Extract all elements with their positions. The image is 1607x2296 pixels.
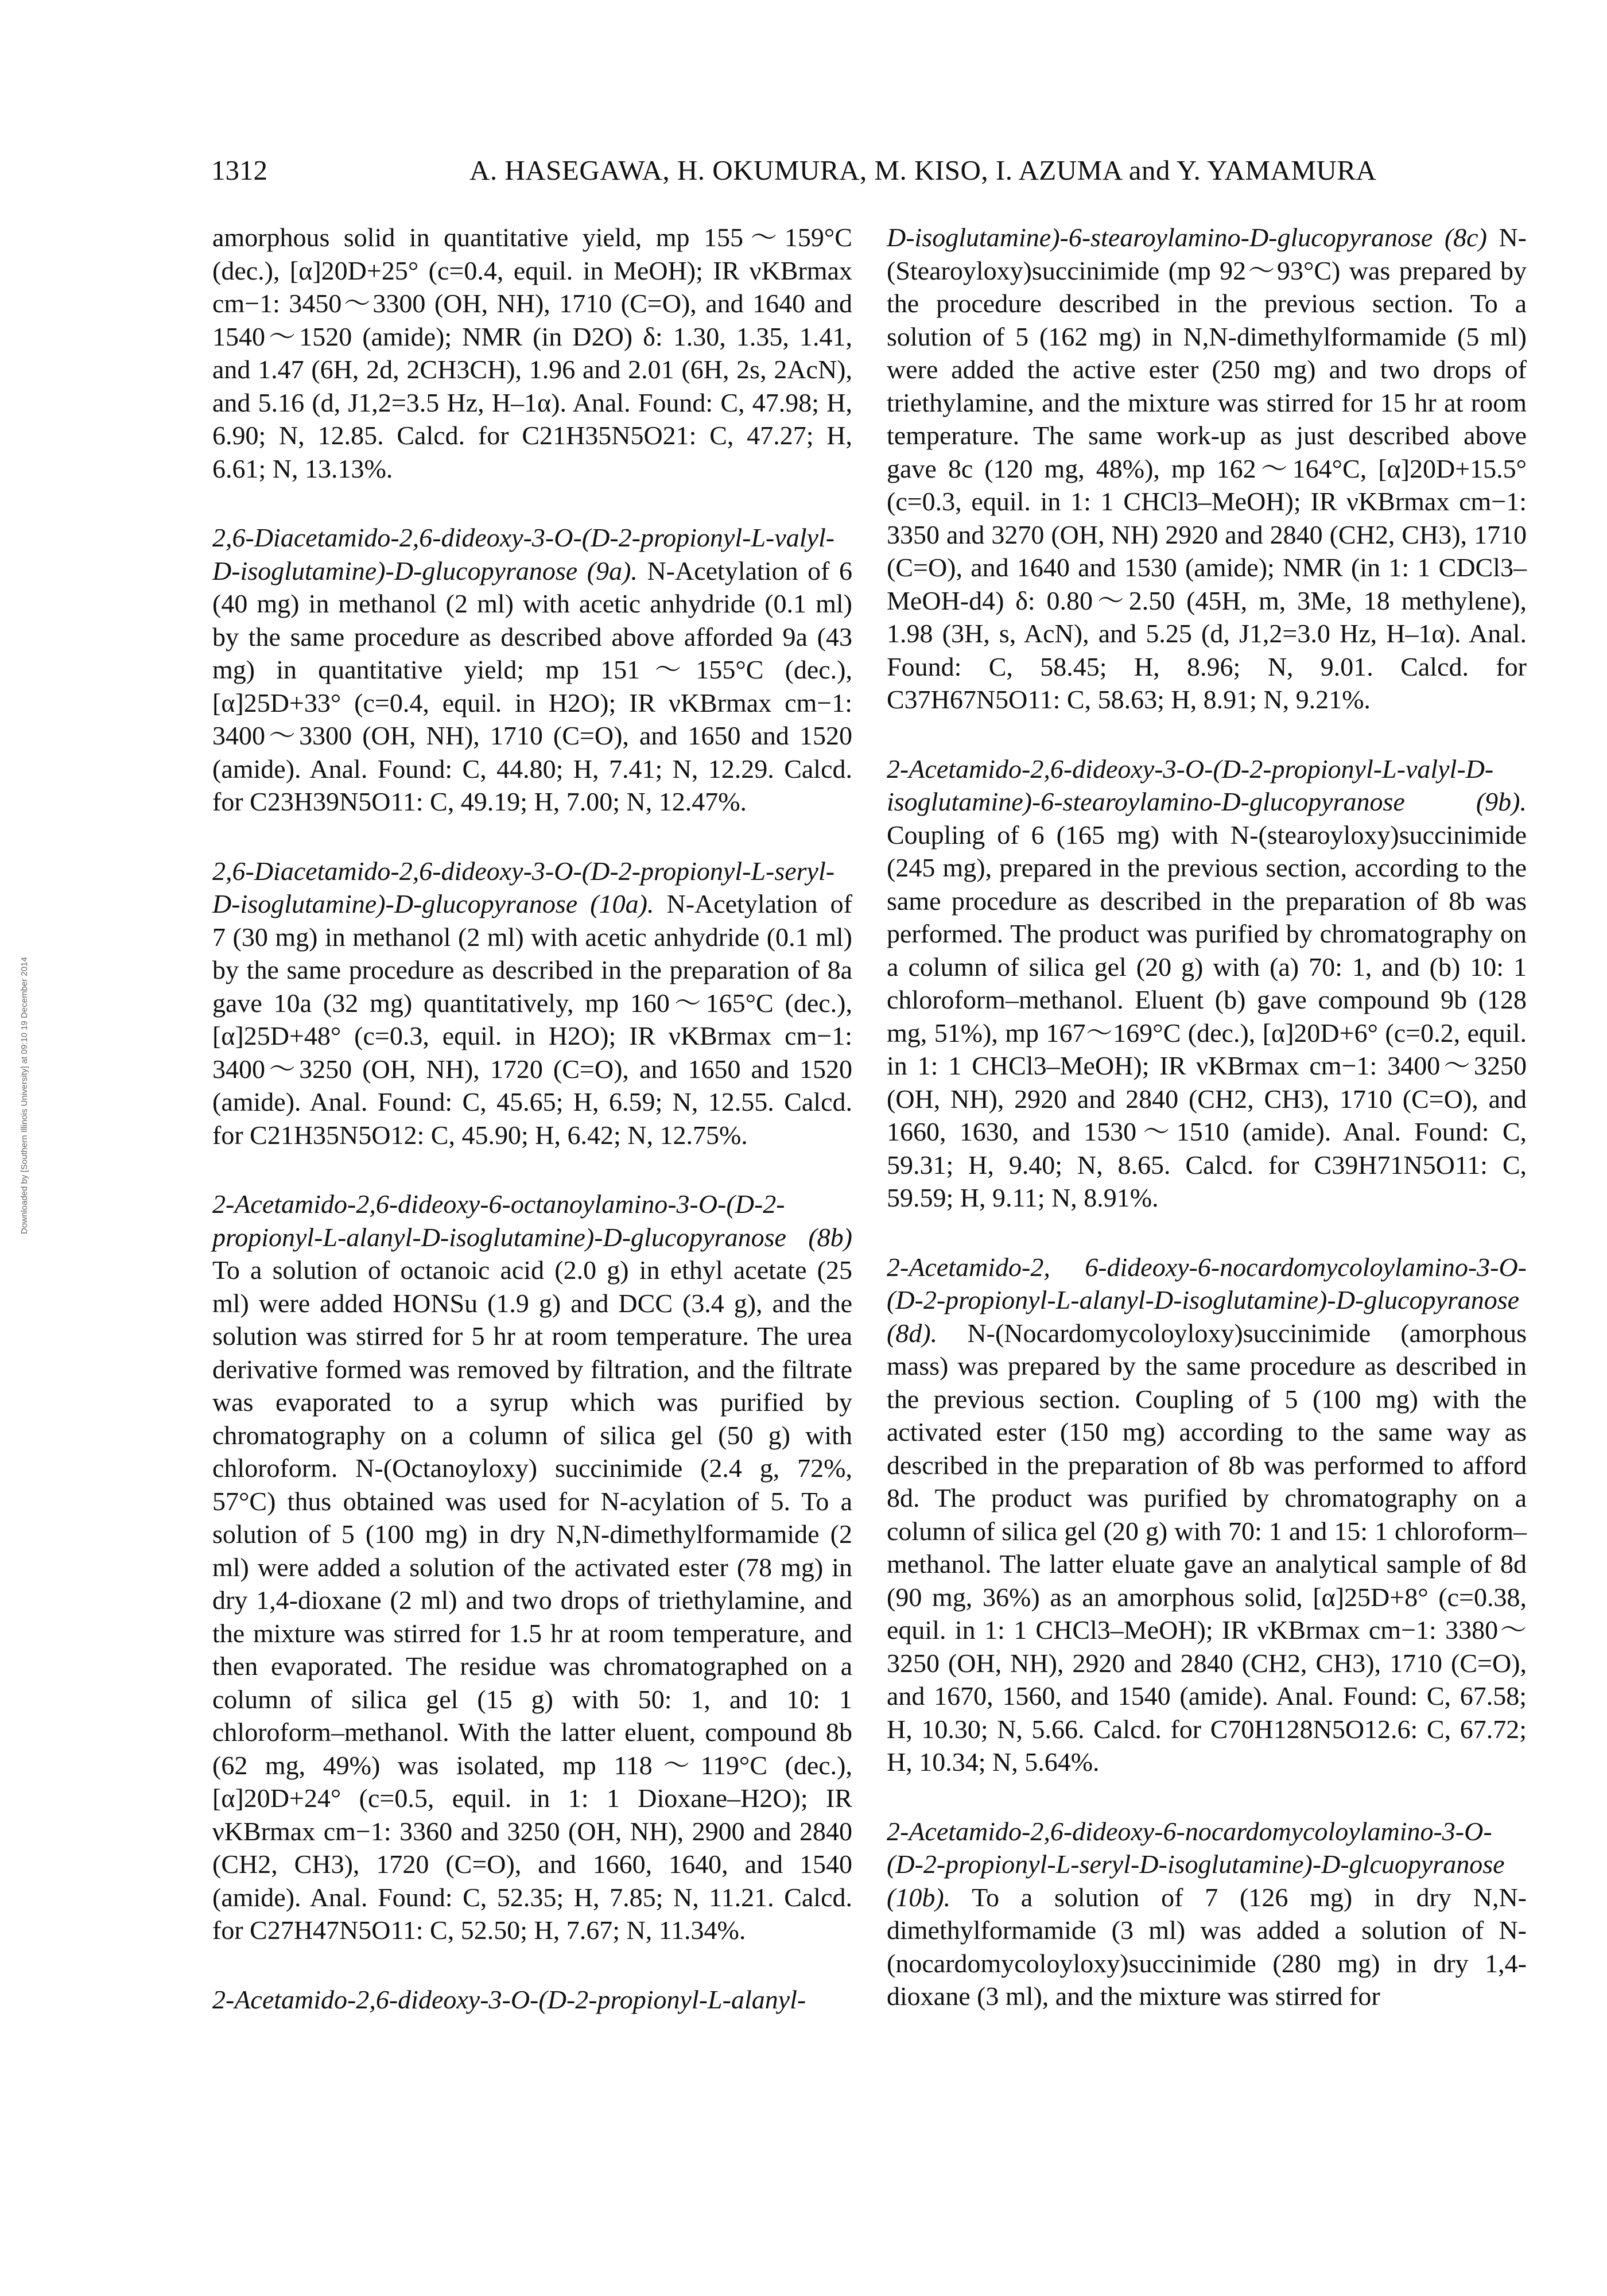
compound-heading: 2-Acetamido-2,6-dideoxy-3-O-(D-2-propionyl-L-alanyl- (212, 1984, 806, 2014)
compound-heading: 2,6-Diacetamido-2,6-dideoxy-3-O-(D-2-propionyl-L-seryl-D-isoglutamine)-D-glucopyranose (10a). (212, 856, 835, 918)
paragraph-body: Coupling of 6 (165 mg) with N-(stearoyloxy)succinimide (245 mg), prepared in the previous section, according to the same procedure as described in the preparation of 8b was performed. The product was purified by chromatography on a column of silica gel (20 g) with (a) 70: 1, and (b) 10: 1 chloroform–methanol. Eluent (b) gave compound 9b (128 mg, 51%), mp 167～169°C (dec.), [α]20D+6° (c=0.2, equil. in 1: 1 CHCl3–MeOH); IR νKBrmax cm−1: 3400～3250 (OH, NH), 2920 and 2840 (CH2, CH3), 1710 (C=O), and 1660, 1630, and 1530～1510 (amide). Anal. Found: C, 59.31; H, 9.40; N, 8.65. Calcd. for C39H71N5O11: C, 59.59; H, 9.11; N, 8.91%. (887, 820, 1527, 1212)
paragraph (887, 753, 1527, 1215)
author-line: A. HASEGAWA, H. OKUMURA, M. KISO, I. AZUMA and Y. YAMAMURA (469, 154, 1377, 186)
paragraph (887, 1251, 1527, 1779)
download-watermark: Downloaded by [Southern Illinois University] at 09:10 19 December 2014 (20, 957, 29, 1234)
paragraph-body: To a solution of octanoic acid (2.0 g) in ethyl acetate (25 ml) were added HONSu (1.9 g) and DCC (3.4 g), and the solution was stirred for 5 hr at room temperature. The urea derivative formed was removed by filtration, and the filtrate was evaporated to a syrup which was purified by chromatography on a column of silica gel (50 g) with chloroform. N-(Octanoyloxy) succinimide (2.4 g, 72%, 57°C) thus obtained was used for N-acylation of 5. To a solution of 5 (100 mg) in dry N,N-dimethylformamide (2 ml) were added a solution of the activated ester (78 mg) in dry 1,4-dioxane (2 ml) and two drops of triethylamine, and the mixture was stirred for 1.5 hr at room temperature, and then evaporated. The residue was chromatographed on a column of silica gel (15 g) with 50: 1, and 10: 1 chloroform–methanol. With the latter eluent, compound 8b (62 mg, 49%) was isolated, mp 118～119°C (dec.), [α]20D+24° (c=0.5, equil. in 1: 1 Dioxane–H2O); IR νKBrmax cm−1: 3360 and 3250 (OH, NH), 2900 and 2840 (CH2, CH3), 1720 (C=O), and 1660, 1640, and 1540 (amide). Anal. Found: C, 52.35; H, 7.85; N, 11.21. Calcd. for C27H47N5O11: C, 52.50; H, 7.67; N, 11.34%. (212, 1255, 852, 1945)
paragraph (887, 1815, 1527, 2013)
paragraph-body: N-Acetylation of 7 (30 mg) in methanol (2 ml) with acetic anhydride (0.1 ml) by the same procedure as described in the preparation of 8a gave 10a (32 mg) quantitatively, mp 160～165°C (dec.), [α]25D+48° (c=0.3, equil. in H2O); IR νKBrmax cm−1: 3400～3250 (OH, NH), 1720 (C=O), and 1650 and 1520 (amide). Anal. Found: C, 45.65; H, 6.59; N, 12.55. Calcd. for C21H35N5O12: C, 45.90; H, 6.42; N, 12.75%. (212, 889, 853, 1150)
paragraph (212, 855, 852, 1152)
paragraph-body: amorphous solid in quantitative yield, mp 155～159°C (dec.), [α]20D+25° (c=0.4, equil. in MeOH); IR νKBrmax cm−1: 3450～3300 (OH, NH), 1710 (C=O), and 1640 and 1540～1520 (amide); NMR (in D2O) δ: 1.30, 1.35, 1.41, and 1.47 (6H, 2d, 2CH3CH), 1.96 and 2.01 (6H, 2s, 2AcN), and 5.16 (d, J1,2=3.5 Hz, H–1α). Anal. Found: C, 47.98; H, 6.90; N, 12.85. Calcd. for C21H35N5O21: C, 47.27; H, 6.61; N, 13.13%. (212, 223, 852, 483)
paragraph-body: To a solution of 7 (126 mg) in dry N,N-dimethylformamide (3 ml) was added a solution of N-(nocardomycoloyloxy)succinimide (280 mg) in dry 1,4-dioxane (3 ml), and the mixture was stirred for (887, 1882, 1527, 2011)
compound-heading: 2,6-Diacetamido-2,6-dideoxy-3-O-(D-2-propionyl-L-valyl-D-isoglutamine)-D-glucopyranose (9a). (212, 523, 835, 585)
compound-heading: 2-Acetamido-2, 6-dideoxy-6-nocardomycoloylamino-3-O-(D-2-propionyl-L-alanyl-D-isoglutamine)-D-glucopyranose (8d). (887, 1252, 1527, 1348)
paragraph (212, 1188, 852, 1947)
right-column (887, 221, 1527, 2013)
paragraph (887, 221, 1527, 716)
paragraph (212, 221, 852, 485)
compound-heading: 2-Acetamido-2,6-dideoxy-6-nocardomycoloylamino-3-O-(D-2-propionyl-L-seryl-D-isoglutamine)-D-glcuopyranose (10b). (887, 1816, 1505, 1912)
left-column (212, 221, 852, 2016)
paragraph-body: N-Acetylation of 6 (40 mg) in methanol (2 ml) with acetic anhydride (0.1 ml) by the same procedure as described above afforded 9a (43 mg) in quantitative yield; mp 151～155°C (dec.), [α]25D+33° (c=0.4, equil. in H2O); IR νKBrmax cm−1: 3400～3300 (OH, NH), 1710 (C=O), and 1650 and 1520 (amide). Anal. Found: C, 44.80; H, 7.41; N, 12.29. Calcd. for C23H39N5O11: C, 49.19; H, 7.00; N, 12.47%. (212, 556, 853, 816)
paragraph (212, 1983, 852, 2016)
compound-heading: 2-Acetamido-2,6-dideoxy-3-O-(D-2-propionyl-L-valyl-D-isoglutamine)-6-stearoylamino-D-glucopyranose (9b). (887, 754, 1527, 816)
compound-heading: D-isoglutamine)-6-stearoylamino-D-glucopyranose (8c) (887, 223, 1487, 252)
paragraph-body: N-(Stearoyloxy)succinimide (mp 92～93°C) was prepared by the procedure described in the previous section. To a solution of 5 (162 mg) in N,N-dimethylformamide (5 ml) were added the active ester (250 mg) and two drops of triethylamine, and the mixture was stirred for 15 hr at room temperature. The same work-up as just described above gave 8c (120 mg, 48%), mp 162～164°C, [α]20D+15.5° (c=0.3, equil. in 1: 1 CHCl3–MeOH); IR νKBrmax cm−1: 3350 and 3270 (OH, NH) 2920 and 2840 (CH2, CH3), 1710 (C=O), and 1640 and 1530 (amide); NMR (in 1: 1 CDCl3–MeOH-d4) δ: 0.80～2.50 (45H, m, 3Me, 18 methylene), 1.98 (3H, s, AcN), and 5.25 (d, J1,2=3.0 Hz, H–1α). Anal. Found: C, 58.45; H, 8.96; N, 9.01. Calcd. for C37H67N5O11: C, 58.63; H, 8.91; N, 9.21%. (887, 223, 1527, 714)
paragraph (212, 521, 852, 819)
paragraph-body: N-(Nocardomycoloyloxy)succinimide (amorphous mass) was prepared by the same procedure as described in the previous section. Coupling of 5 (100 mg) with the activated ester (150 mg) according to the same way as described in the preparation of 8b was performed to afford 8d. The product was purified by chromatography on a column of silica gel (20 g) with 70: 1 and 15: 1 chloroform–methanol. The latter eluate gave an analytical sample of 8d (90 mg, 36%) as an amorphous solid, [α]25D+8° (c=0.38, equil. in 1: 1 CHCl3–MeOH); IR νKBrmax cm−1: 3380～3250 (OH, NH), 2920 and 2840 (CH2, CH3), 1710 (C=O), and 1670, 1560, and 1540 (amide). Anal. Found: C, 67.58; H, 10.30; N, 5.66. Calcd. for C70H128N5O12.6: C, 67.72; H, 10.34; N, 5.64%. (887, 1318, 1527, 1777)
compound-heading: 2-Acetamido-2,6-dideoxy-6-octanoylamino-3-O-(D-2-propionyl-L-alanyl-D-isoglutamine)-D-glucopyranose (8b) (212, 1189, 852, 1252)
page-number: 1312 (211, 154, 267, 186)
running-header (211, 154, 1405, 194)
